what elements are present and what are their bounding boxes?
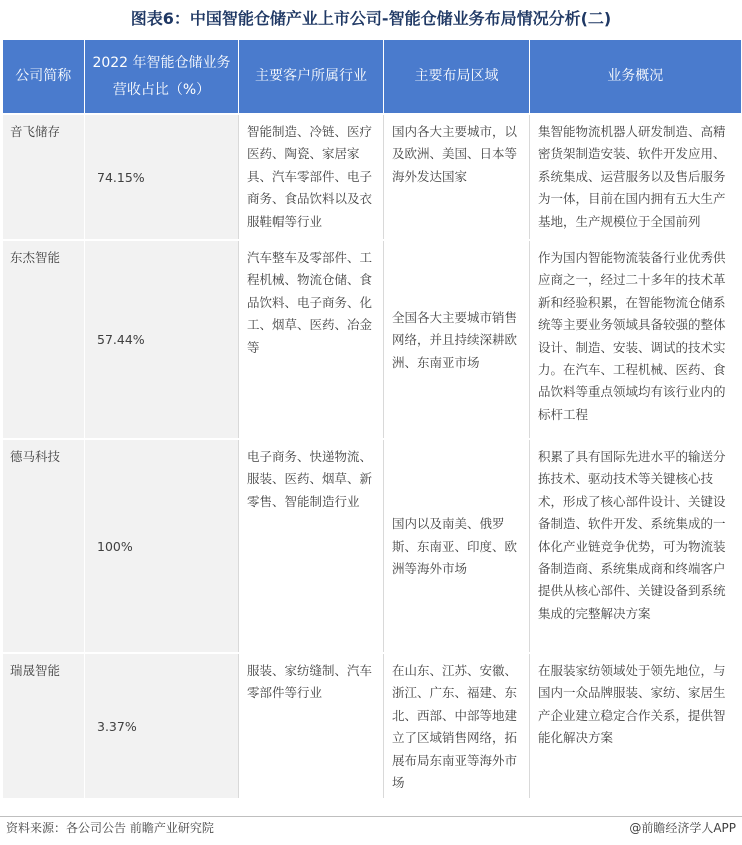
table-row [3,653,741,798]
company-cell: 东杰智能 [3,240,85,439]
source-note: 资料来源：各公司公告 前瞻产业研究院 [6,821,214,835]
table-row [3,240,741,439]
overview-cell: 集智能物流机器人研发制造、高精密货架制造安装、软件开发应用、系统集成、运营服务以及售后服务为一体，目前在国内拥有五大生产基地，生产规模位于全国前列 [530,114,741,240]
business-layout-table [2,40,741,798]
table-row [3,114,741,240]
share-cell: 74.15% [85,114,239,240]
header-industries: 主要客户所属行业 [239,40,384,114]
header-regions: 主要布局区域 [384,40,530,114]
regions-cell: 在山东、江苏、安徽、浙江、广东、福建、东北、西部、中部等地建立了区域销售网络，拓展布局东南亚等海外市场 [384,653,530,798]
footer [0,816,742,839]
industries-cell: 服装、家纺缝制、汽车零部件等行业 [239,653,384,798]
company-cell: 德马科技 [3,439,85,653]
header-company: 公司简称 [3,40,85,114]
industries-cell: 智能制造、冷链、医疗医药、陶瓷、家居家具、汽车零部件、电子商务、食品饮料以及衣服鞋帽等行业 [239,114,384,240]
share-cell: 57.44% [85,240,239,439]
header-share: 2022 年智能仓储业务营收占比（%） [85,40,239,114]
brand-credit [629,817,736,839]
industries-cell: 汽车整车及零部件、工程机械、物流仓储、食品饮料、电子商务、化工、烟草、医药、冶金等 [239,240,384,439]
table-header-row [3,40,741,114]
industries-cell: 电子商务、快递物流、服装、医药、烟草、新零售、智能制造行业 [239,439,384,653]
regions-cell: 全国各大主要城市销售网络，并且持续深耕欧洲、东南亚市场 [384,240,530,439]
overview-cell: 积累了具有国际先进水平的输送分拣技术、驱动技术等关键核心技术，形成了核心部件设计、关键设备制造、软件开发、系统集成的一体化产业链竞争优势，可为物流装备制造商、系统集成商和终端客户提供从核心部件、关键设备到系统集成的完整解决方案 [530,439,741,653]
overview-cell: 作为国内智能物流装备行业优秀供应商之一，经过二十多年的技术革新和经验积累，在智能物流仓储系统等主要业务领域具备较强的整体设计、制造、安装、调试的技术实力。在汽车、工程机械、医药、食品饮料等重点领域均有该行业内的标杆工程 [530,240,741,439]
overview-cell: 在服装家纺领域处于领先地位，与国内一众品牌服装、家纺、家居生产企业建立稳定合作关系，提供智能化解决方案 [530,653,741,798]
page-title: 图表6：中国智能仓储产业上市公司-智能仓储业务布局情况分析(二) [130,9,612,28]
table-row [3,439,741,653]
share-cell: 3.37% [85,653,239,798]
company-cell: 音飞储存 [3,114,85,240]
company-cell: 瑞晟智能 [3,653,85,798]
regions-cell: 国内各大主要城市，以及欧洲、美国、日本等海外发达国家 [384,114,530,240]
header-overview: 业务概况 [530,40,741,114]
share-cell: 100% [85,439,239,653]
regions-cell: 国内以及南美、俄罗斯、东南亚、印度、欧洲等海外市场 [384,439,530,653]
brand-text: @前瞻经济学人APP [629,821,736,835]
